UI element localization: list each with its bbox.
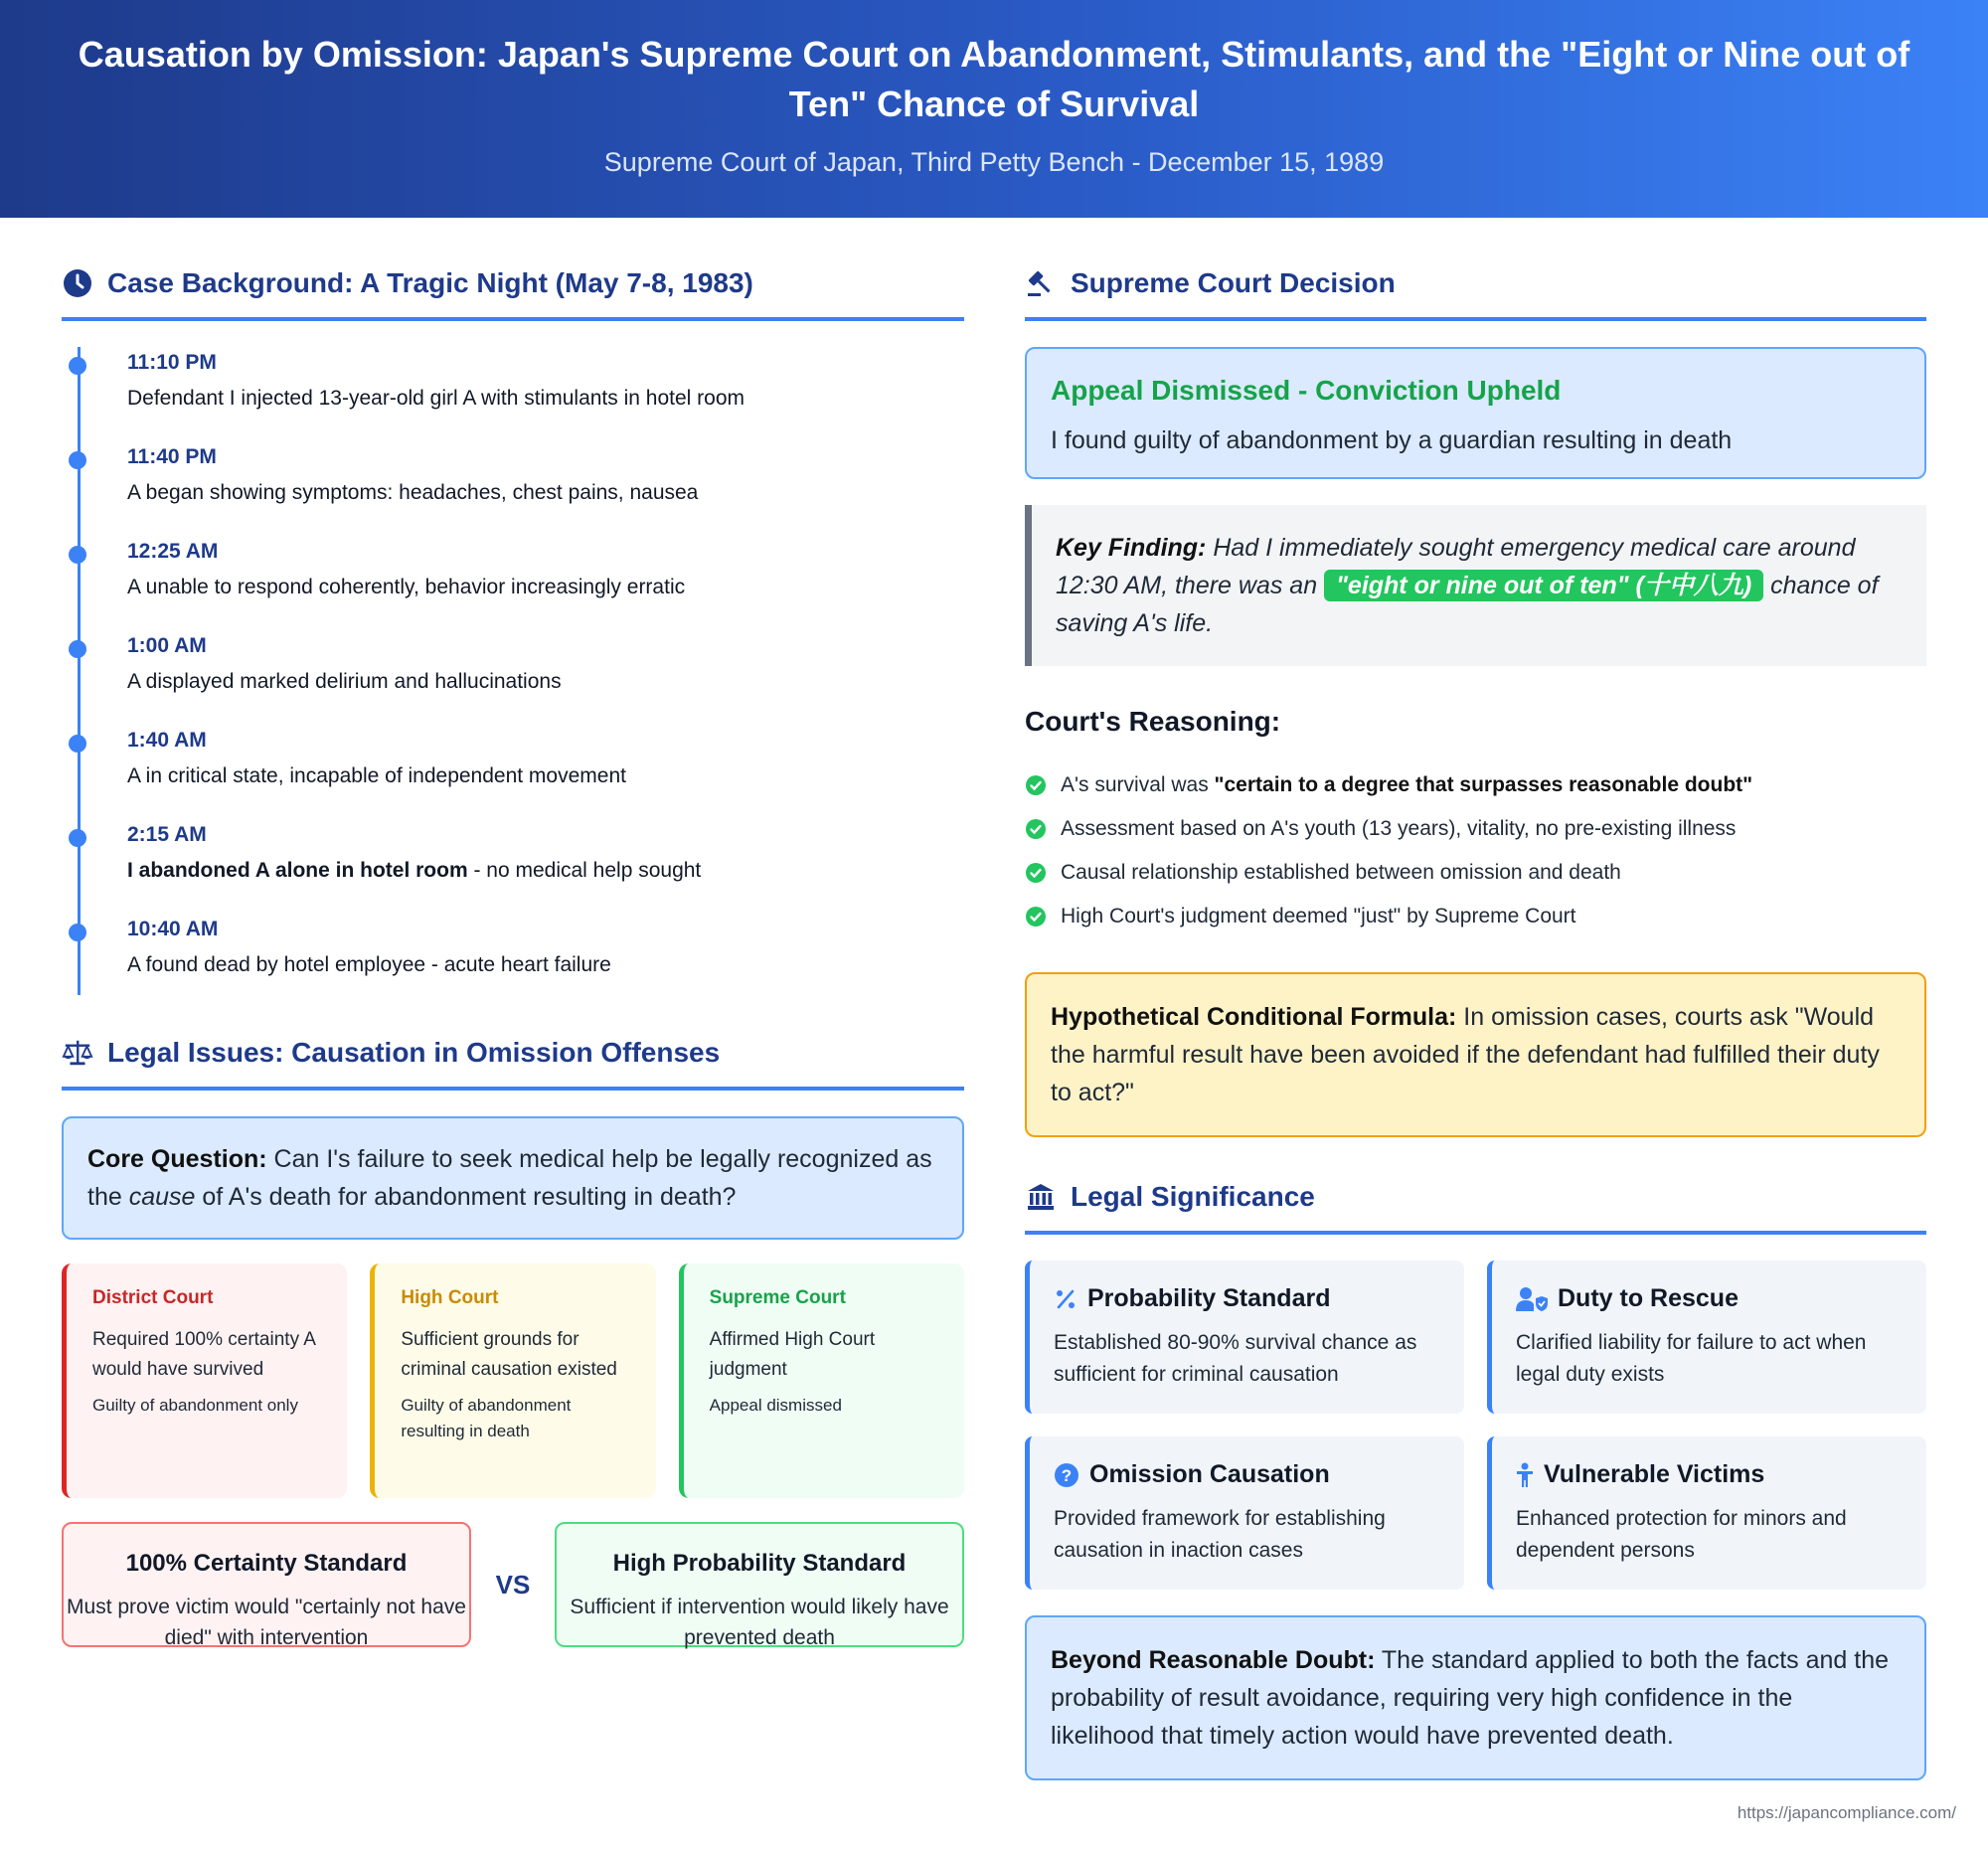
probability-highlight: "eight or nine out of ten" (十中八九)	[1324, 570, 1763, 601]
significance-grid	[1025, 1261, 1926, 1590]
user-shield-icon	[1516, 1286, 1548, 1312]
timeline-desc: A in critical state, incapable of independent movement	[127, 764, 626, 787]
decision-heading	[1025, 267, 1926, 321]
case-background-title: Case Background: A Tragic Night (May 7-8, 1983)	[107, 267, 753, 298]
reasoning-text: Assessment based on A's youth (13 years), vitality, no pre-existing illness	[1061, 817, 1737, 840]
timeline-item	[127, 914, 964, 995]
court-name: Supreme Court	[709, 1287, 846, 1308]
reasoning-text: Causal relationship established between omission and death	[1061, 861, 1621, 884]
legal-issues-title: Legal Issues: Causation in Omission Offenses	[107, 1037, 721, 1068]
reasonable-doubt-label: Beyond Reasonable Doubt:	[1051, 1646, 1376, 1674]
key-finding-box	[1025, 505, 1926, 666]
standards-comparison	[62, 1522, 964, 1647]
timeline-item	[127, 536, 964, 630]
timeline-time: 2:15 AM	[127, 823, 207, 846]
check-circle-icon	[1025, 862, 1047, 884]
core-question-box	[62, 1116, 964, 1240]
timeline-time: 1:40 AM	[127, 729, 207, 752]
decision-box	[1025, 347, 1926, 479]
timeline-time: 12:25 AM	[127, 540, 219, 563]
percent-icon	[1054, 1287, 1077, 1311]
timeline-desc: Defendant I injected 13-year-old girl A with stimulants in hotel room	[127, 387, 745, 410]
decision-title: Supreme Court Decision	[1071, 267, 1396, 298]
reasoning-text-bold: "certain to a degree that surpasses reasonable doubt"	[1214, 773, 1753, 796]
decision-outcome: Appeal Dismissed - Conviction Upheld	[1051, 375, 1562, 406]
significance-card-header	[1054, 1284, 1444, 1313]
key-finding-text-1: Had I immediately sought emergency medical care around 12:30 AM, there was an	[1056, 534, 1856, 599]
significance-card	[1025, 1436, 1464, 1590]
reasoning-item	[1025, 851, 1926, 895]
formula-label: Hypothetical Conditional Formula:	[1051, 1003, 1457, 1031]
significance-card	[1487, 1261, 1926, 1414]
core-question-emphasis: cause	[128, 1183, 196, 1211]
standard-title: 100% Certainty Standard	[125, 1550, 408, 1577]
timeline-time: 1:00 AM	[127, 634, 207, 657]
legal-issues-heading	[62, 1037, 964, 1091]
significance-card-title: Probability Standard	[1087, 1284, 1331, 1312]
timeline-dot	[69, 924, 86, 941]
supreme-court-card	[679, 1263, 964, 1498]
case-background-heading	[62, 267, 964, 321]
timeline-desc: A found dead by hotel employee - acute heart failure	[127, 953, 611, 976]
scales-icon	[62, 1037, 93, 1069]
legal-significance-heading	[1025, 1181, 1926, 1235]
question-circle-icon	[1054, 1462, 1079, 1488]
reasoning-text	[1061, 773, 1752, 797]
timeline-time: 10:40 AM	[127, 918, 219, 940]
timeline-dot	[69, 829, 86, 847]
clock-icon	[62, 267, 93, 299]
timeline-desc-bold: I abandoned A alone in hotel room	[127, 859, 468, 882]
timeline-desc-rest: - no medical help sought	[467, 859, 702, 882]
timeline-desc	[127, 859, 964, 883]
reasoning-text: High Court's judgment deemed "just" by Supreme Court	[1061, 905, 1576, 927]
probability-standard-card	[555, 1522, 964, 1647]
key-finding-label: Key Finding:	[1056, 534, 1207, 562]
page-subtitle: Supreme Court of Japan, Third Petty Bench - December 15, 1989	[603, 147, 1385, 177]
timeline-time: 11:10 PM	[127, 351, 217, 374]
right-column	[1025, 218, 1926, 1780]
check-circle-icon	[1025, 774, 1047, 796]
reasoning-item	[1025, 807, 1926, 851]
timeline-desc: A began showing symptoms: headaches, chest pains, nausea	[127, 481, 699, 504]
formula-text: In omission cases, courts ask "Would the harmful result have been avoided if the defendant had fulfilled their duty to act?"	[1051, 1003, 1880, 1106]
timeline-desc: A displayed marked delirium and hallucinations	[127, 670, 562, 693]
timeline-desc: A unable to respond coherently, behavior increasingly erratic	[127, 576, 686, 598]
district-court-card	[62, 1263, 347, 1498]
timeline-dot	[69, 640, 86, 658]
timeline-item	[127, 347, 964, 441]
core-question-label: Core Question:	[87, 1145, 267, 1173]
timeline-item	[127, 819, 964, 914]
legal-significance-title: Legal Significance	[1071, 1181, 1315, 1212]
standard-title: High Probability Standard	[612, 1550, 907, 1577]
reasoning-text-plain: A's survival was	[1061, 773, 1215, 796]
court-holding: Affirmed High Court judgment	[709, 1329, 876, 1380]
timeline-item	[127, 630, 964, 725]
timeline-dot	[69, 357, 86, 375]
significance-card-header	[1516, 1284, 1906, 1313]
significance-card-desc: Clarified liability for failure to act when legal duty exists	[1516, 1331, 1867, 1386]
significance-card	[1025, 1261, 1464, 1414]
timeline-item	[127, 441, 964, 536]
significance-card-title: Omission Causation	[1089, 1460, 1330, 1488]
conditional-formula-box	[1025, 972, 1926, 1137]
page-header	[0, 0, 1988, 218]
vs-label: VS	[495, 1569, 531, 1599]
significance-card-desc: Provided framework for establishing causation in inaction cases	[1054, 1507, 1386, 1562]
timeline	[78, 347, 964, 995]
gavel-icon	[1025, 267, 1057, 299]
certainty-standard-card	[62, 1522, 471, 1647]
timeline-dot	[69, 735, 86, 753]
check-circle-icon	[1025, 906, 1047, 927]
significance-card-title: Duty to Rescue	[1558, 1284, 1739, 1312]
reasoning-item	[1025, 763, 1926, 807]
significance-card-title: Vulnerable Victims	[1544, 1460, 1765, 1488]
decision-outcome-desc: I found guilty of abandonment by a guardian resulting in death	[1051, 426, 1733, 454]
significance-card-header	[1054, 1460, 1444, 1489]
standard-desc: Sufficient if intervention would likely have prevented death	[570, 1596, 949, 1649]
court-verdict: Guilty of abandonment resulting in death	[401, 1396, 572, 1440]
significance-card	[1487, 1436, 1926, 1590]
reasonable-doubt-box	[1025, 1615, 1926, 1780]
check-circle-icon	[1025, 818, 1047, 840]
court-name: High Court	[401, 1287, 499, 1308]
courthouse-icon	[1025, 1181, 1057, 1213]
svg-text:?: ?	[1061, 1465, 1073, 1485]
significance-card-header	[1516, 1460, 1906, 1489]
court-rulings	[62, 1263, 964, 1498]
core-question-text-1: Can I's failure to seek medical help be legally recognized as the	[87, 1145, 932, 1211]
significance-card-desc: Enhanced protection for minors and dependent persons	[1516, 1507, 1847, 1562]
reasoning-list	[1025, 763, 1926, 938]
significance-card-desc: Established 80-90% survival chance as sufficient for criminal causation	[1054, 1331, 1417, 1386]
high-court-card	[370, 1263, 655, 1498]
reasoning-title: Court's Reasoning:	[1025, 706, 1281, 737]
standard-desc: Must prove victim would "certainly not have died" with intervention	[67, 1596, 466, 1649]
core-question-text-2: of A's death for abandonment resulting in death?	[195, 1183, 737, 1211]
page-title: Causation by Omission: Japan's Supreme Court on Abandonment, Stimulants, and the "Eight or Nine out of Ten" Chance of Survival	[78, 34, 1910, 124]
timeline-dot	[69, 451, 86, 469]
court-verdict: Guilty of abandonment only	[92, 1396, 298, 1415]
court-name: District Court	[92, 1287, 214, 1308]
left-column	[62, 218, 964, 1647]
court-holding: Required 100% certainty A would have survived	[92, 1329, 315, 1380]
reasonable-doubt-text: The standard applied to both the facts and the probability of result avoidance, requiring very high confidence in the likelihood that timely action would have prevented death.	[1051, 1646, 1889, 1750]
child-icon	[1516, 1462, 1534, 1488]
court-holding: Sufficient grounds for criminal causation existed	[401, 1329, 617, 1380]
timeline-time: 11:40 PM	[127, 445, 217, 468]
key-finding-text-2: chance of saving A's life.	[1056, 572, 1879, 637]
timeline-dot	[69, 546, 86, 564]
reasoning-item	[1025, 895, 1926, 938]
timeline-item	[127, 725, 964, 819]
court-verdict: Appeal dismissed	[709, 1396, 842, 1415]
footer-url[interactable]: https://japancompliance.com/	[1737, 1803, 1956, 1822]
